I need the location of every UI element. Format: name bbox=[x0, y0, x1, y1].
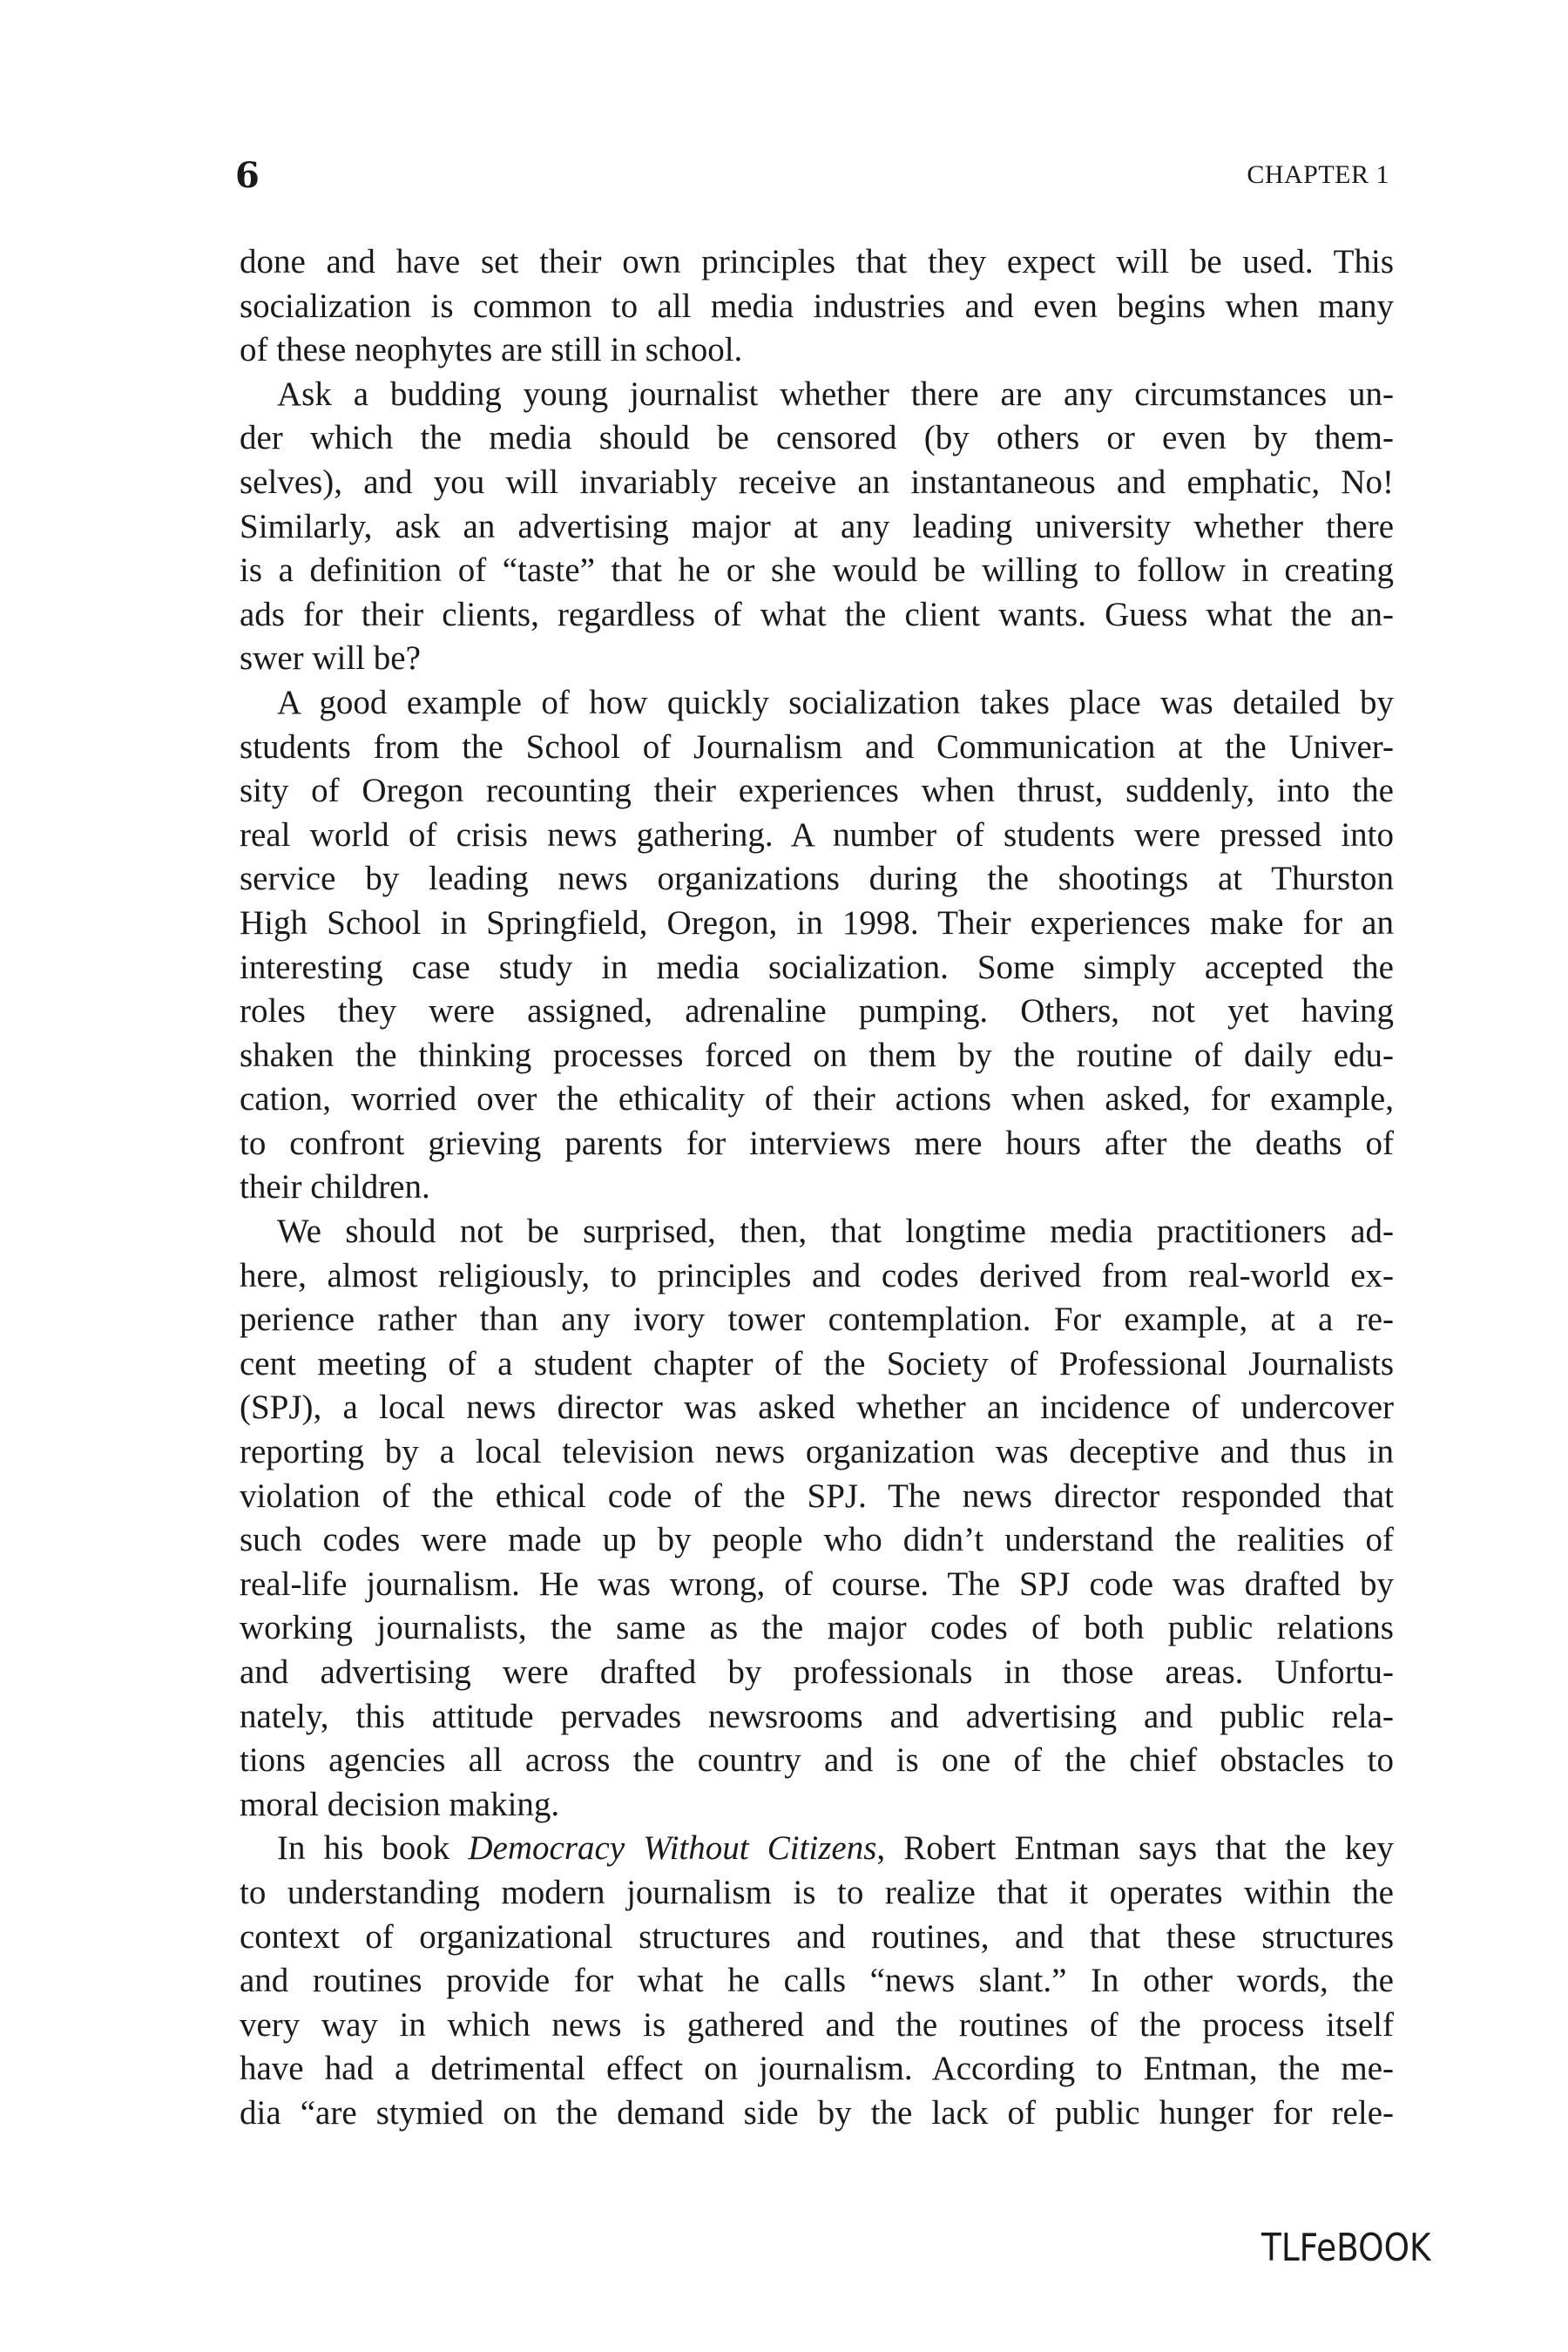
text-line: to understanding modern journalism is to realize that it operates within the bbox=[240, 1873, 1394, 1911]
paragraph bbox=[240, 681, 1394, 1210]
text-line: swer will be? bbox=[240, 639, 421, 678]
text-line: dia “are stymied on the demand side by the lack of public hunger for rele- bbox=[240, 2093, 1394, 2132]
text-line: der which the media should be censored (by others or even by them- bbox=[240, 419, 1394, 457]
text-line: socialization is common to all media industries and even begins when many bbox=[240, 287, 1394, 325]
text-line: to confront grieving parents for interviews mere hours after the deaths of bbox=[240, 1124, 1394, 1162]
page-number: 6 bbox=[235, 155, 260, 196]
paragraph bbox=[240, 1210, 1394, 1827]
text-line: and routines provide for what he calls “news slant.” In other words, the bbox=[240, 1962, 1394, 2000]
text-line: We should not be surprised, then, that longtime media practitioners ad- bbox=[277, 1213, 1394, 1251]
text-line: ads for their clients, regardless of what the client wants. Guess what the an- bbox=[240, 595, 1394, 633]
text-line: interesting case study in media socialization. Some simply accepted the bbox=[240, 948, 1394, 986]
text-line: done and have set their own principles that they expect will be used. This bbox=[240, 243, 1394, 280]
text-line: shaken the thinking processes forced on them by the routine of daily edu- bbox=[240, 1036, 1394, 1074]
text-line: Similarly, ask an advertising major at any leading university whether there bbox=[240, 507, 1394, 545]
text-line: context of organizational structures and routines, and that these structures bbox=[240, 1917, 1394, 1956]
paragraph bbox=[240, 373, 1394, 681]
text-line: (SPJ), a local news director was asked whether an incidence of undercover bbox=[240, 1389, 1394, 1427]
text-line: cation, worried over the ethicality of their actions when asked, for example, bbox=[240, 1080, 1394, 1119]
text-line: violation of the ethical code of the SPJ. The news director responded that bbox=[240, 1477, 1394, 1515]
text-line: is a definition of “taste” that he or she would be willing to follow in creating bbox=[240, 551, 1394, 590]
text-line: selves), and you will invariably receive an instantaneous and emphatic, No! bbox=[240, 463, 1394, 501]
text-line: have had a detrimental effect on journalism. According to Entman, the me- bbox=[240, 2050, 1394, 2088]
text-line: A good example of how quickly socialization takes place was detailed by bbox=[277, 683, 1394, 721]
text-line: working journalists, the same as the major codes of both public relations bbox=[240, 1609, 1394, 1647]
text-line: very way in which news is gathered and the routines of the process itself bbox=[240, 2005, 1394, 2044]
watermark: TLFeBOOK bbox=[1261, 2226, 1431, 2270]
body-text bbox=[240, 240, 1394, 2136]
text-line: High School in Springfield, Oregon, in 1998. Their experiences make for an bbox=[240, 903, 1394, 942]
text-line: sity of Oregon recounting their experiences when thrust, suddenly, into the bbox=[240, 772, 1394, 810]
book-title: Democracy Without Citizens bbox=[468, 1829, 877, 1868]
text-line: roles they were assigned, adrenaline pumping. Others, not yet having bbox=[240, 992, 1394, 1031]
text-line: In his book Democracy Without Citizens, Robert Entman says that the key bbox=[277, 1829, 1394, 1868]
paragraph bbox=[240, 1827, 1394, 2135]
paragraph bbox=[240, 240, 1394, 373]
text-line: cent meeting of a student chapter of the Society of Professional Journalists bbox=[240, 1344, 1394, 1382]
text-line: here, almost religiously, to principles and codes derived from real-world ex- bbox=[240, 1256, 1394, 1294]
text-line: such codes were made up by people who didn’t understand the realities of bbox=[240, 1521, 1394, 1559]
text-line: of these neophytes are still in school. bbox=[240, 331, 743, 369]
text-line: Ask a budding young journalist whether there are any circumstances un- bbox=[277, 375, 1394, 413]
running-head: CHAPTER 1 bbox=[1247, 160, 1389, 189]
text-line: and advertising were drafted by professionals in those areas. Unfortu- bbox=[240, 1653, 1394, 1691]
text-line: perience rather than any ivory tower contemplation. For example, at a re- bbox=[240, 1301, 1394, 1339]
text-line: students from the School of Journalism and Communication at the Univer- bbox=[240, 727, 1394, 766]
text-line: tions agencies all across the country and is one of the chief obstacles to bbox=[240, 1741, 1394, 1780]
text-line: reporting by a local television news organization was deceptive and thus in bbox=[240, 1433, 1394, 1471]
text-line: service by leading news organizations during the shootings at Thurston bbox=[240, 860, 1394, 898]
text-line: moral decision making. bbox=[240, 1785, 560, 1823]
text-line: real-life journalism. He was wrong, of course. The SPJ code was drafted by bbox=[240, 1565, 1394, 1603]
text-line: their children. bbox=[240, 1168, 430, 1206]
text-line: real world of crisis news gathering. A number of students were pressed into bbox=[240, 815, 1394, 854]
text-line: nately, this attitude pervades newsrooms and advertising and public rela- bbox=[240, 1697, 1394, 1735]
